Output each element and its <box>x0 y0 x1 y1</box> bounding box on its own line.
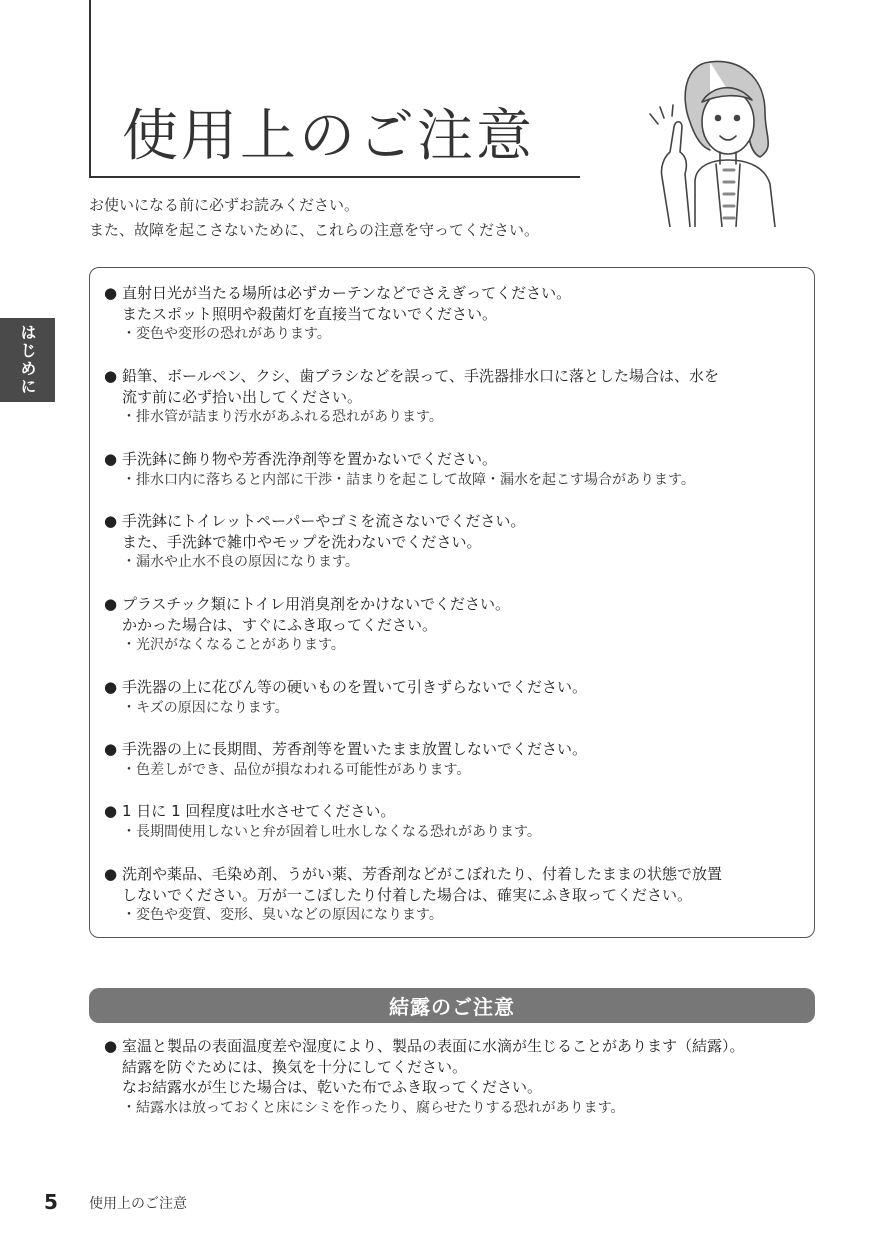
intro-text <box>89 193 539 243</box>
condensation-line: なお結露水が生じた場合は、乾いた布でふき取ってください。 <box>122 1078 543 1096</box>
condensation-line: ● 室温と製品の表面温度差や湿度により、製品の表面に水滴が生じることがあります（結露）。 <box>104 1037 745 1055</box>
caution-line: かかった場合は、すぐにふき取ってください。 <box>122 615 438 634</box>
woman-pointing-illustration <box>640 52 790 227</box>
caution-line: ● 手洗鉢にトイレットペーパーやゴミを流さないでください。 <box>104 512 526 530</box>
bullet-icon: ● <box>104 678 118 696</box>
condensation-item <box>104 1036 745 1118</box>
caution-item <box>104 864 722 926</box>
bullet-icon: ● <box>104 450 118 468</box>
caution-item <box>104 511 525 573</box>
caution-note: ・色差しができ、品位が損なわれる可能性があります。 <box>122 761 471 778</box>
bullet-icon: ● <box>104 595 118 613</box>
caution-item <box>104 801 541 842</box>
caution-line: ● 手洗器の上に花びん等の硬いものを置いて引きずらないでください。 <box>104 678 588 696</box>
caution-line: ● 手洗鉢に飾り物や芳香洗浄剤等を置かないでください。 <box>104 450 498 468</box>
bullet-icon: ● <box>104 865 118 883</box>
section-tab-label: はじめに <box>18 324 37 396</box>
bullet-icon: ● <box>104 367 118 385</box>
page-number: 5 <box>44 1190 58 1214</box>
caution-line: ● 手洗器の上に長期間、芳香剤等を置いたまま放置しないでください。 <box>104 740 588 758</box>
bullet-icon: ● <box>104 512 118 530</box>
condensation-line: 結露を防ぐためには、換気を十分にしてください。 <box>122 1057 468 1076</box>
caution-line: また、手洗鉢で雑巾やモップを洗わないでください。 <box>122 532 482 551</box>
caution-line: 流す前に必ず拾い出してください。 <box>122 387 363 406</box>
caution-item <box>104 449 695 490</box>
caution-note: ・変色や変形の恐れがあります。 <box>122 326 331 342</box>
caution-note: ・排水管が詰まり汚水があふれる恐れがあります。 <box>122 409 443 425</box>
intro-line: また、故障を起こさないために、これらの注意を守ってください。 <box>89 221 540 239</box>
caution-note: ・長期間使用しないと弁が固着し吐水しなくなる恐れがあります。 <box>122 823 541 840</box>
condensation-heading: 結露のご注意 <box>89 988 815 1023</box>
caution-line: またスポット照明や殺菌灯を直接当てないでください。 <box>122 304 498 323</box>
caution-item <box>104 366 719 428</box>
intro-line: お使いになる前に必ずお読みください。 <box>89 196 360 214</box>
caution-note: ・光沢がなくなることがあります。 <box>122 637 345 653</box>
caution-note: ・排水口内に落ちると内部に干渉・詰まりを起こして故障・漏水を起こす場合があります。 <box>122 471 695 488</box>
caution-note: ・変色や変質、変形、臭いなどの原因になります。 <box>122 907 443 923</box>
caution-line: ● 直射日光が当たる場所は必ずカーテンなどでさえぎってください。 <box>104 284 572 302</box>
caution-item <box>104 283 571 345</box>
page-title: 使用上のご注意 <box>122 104 535 169</box>
caution-line: ● 洗剤や薬品、毛染め剤、うがい薬、芳香剤などがこぼれたり、付着したままの状態で放置 <box>104 865 723 883</box>
caution-note: ・漏水や止水不良の原因になります。 <box>122 554 359 570</box>
footer-section-label: 使用上のご注意 <box>89 1196 187 1212</box>
caution-item <box>104 677 587 718</box>
caution-line: ● プラスチック類にトイレ用消臭剤をかけないでください。 <box>104 595 511 613</box>
condensation-note: ・結露水は放っておくと床にシミを作ったり、腐らせたりする恐れがあります。 <box>122 1099 625 1116</box>
bullet-icon: ● <box>104 802 118 820</box>
caution-item <box>104 739 587 780</box>
bullet-icon: ● <box>104 1037 118 1055</box>
bullet-icon: ● <box>104 284 118 302</box>
bullet-icon: ● <box>104 740 118 758</box>
section-tab <box>0 318 55 402</box>
caution-line: ● 1 日に 1 回程度は吐水させてください。 <box>104 802 396 820</box>
caution-item <box>104 594 510 656</box>
caution-line: ● 鉛筆、ボールペン、クシ、歯ブラシなどを誤って、手洗器排水口に落とした場合は、水を <box>104 367 720 385</box>
caution-line: しないでください。万が一こぼしたり付着した場合は、確実にふき取ってください。 <box>122 885 693 904</box>
caution-note: ・キズの原因になります。 <box>122 699 289 716</box>
